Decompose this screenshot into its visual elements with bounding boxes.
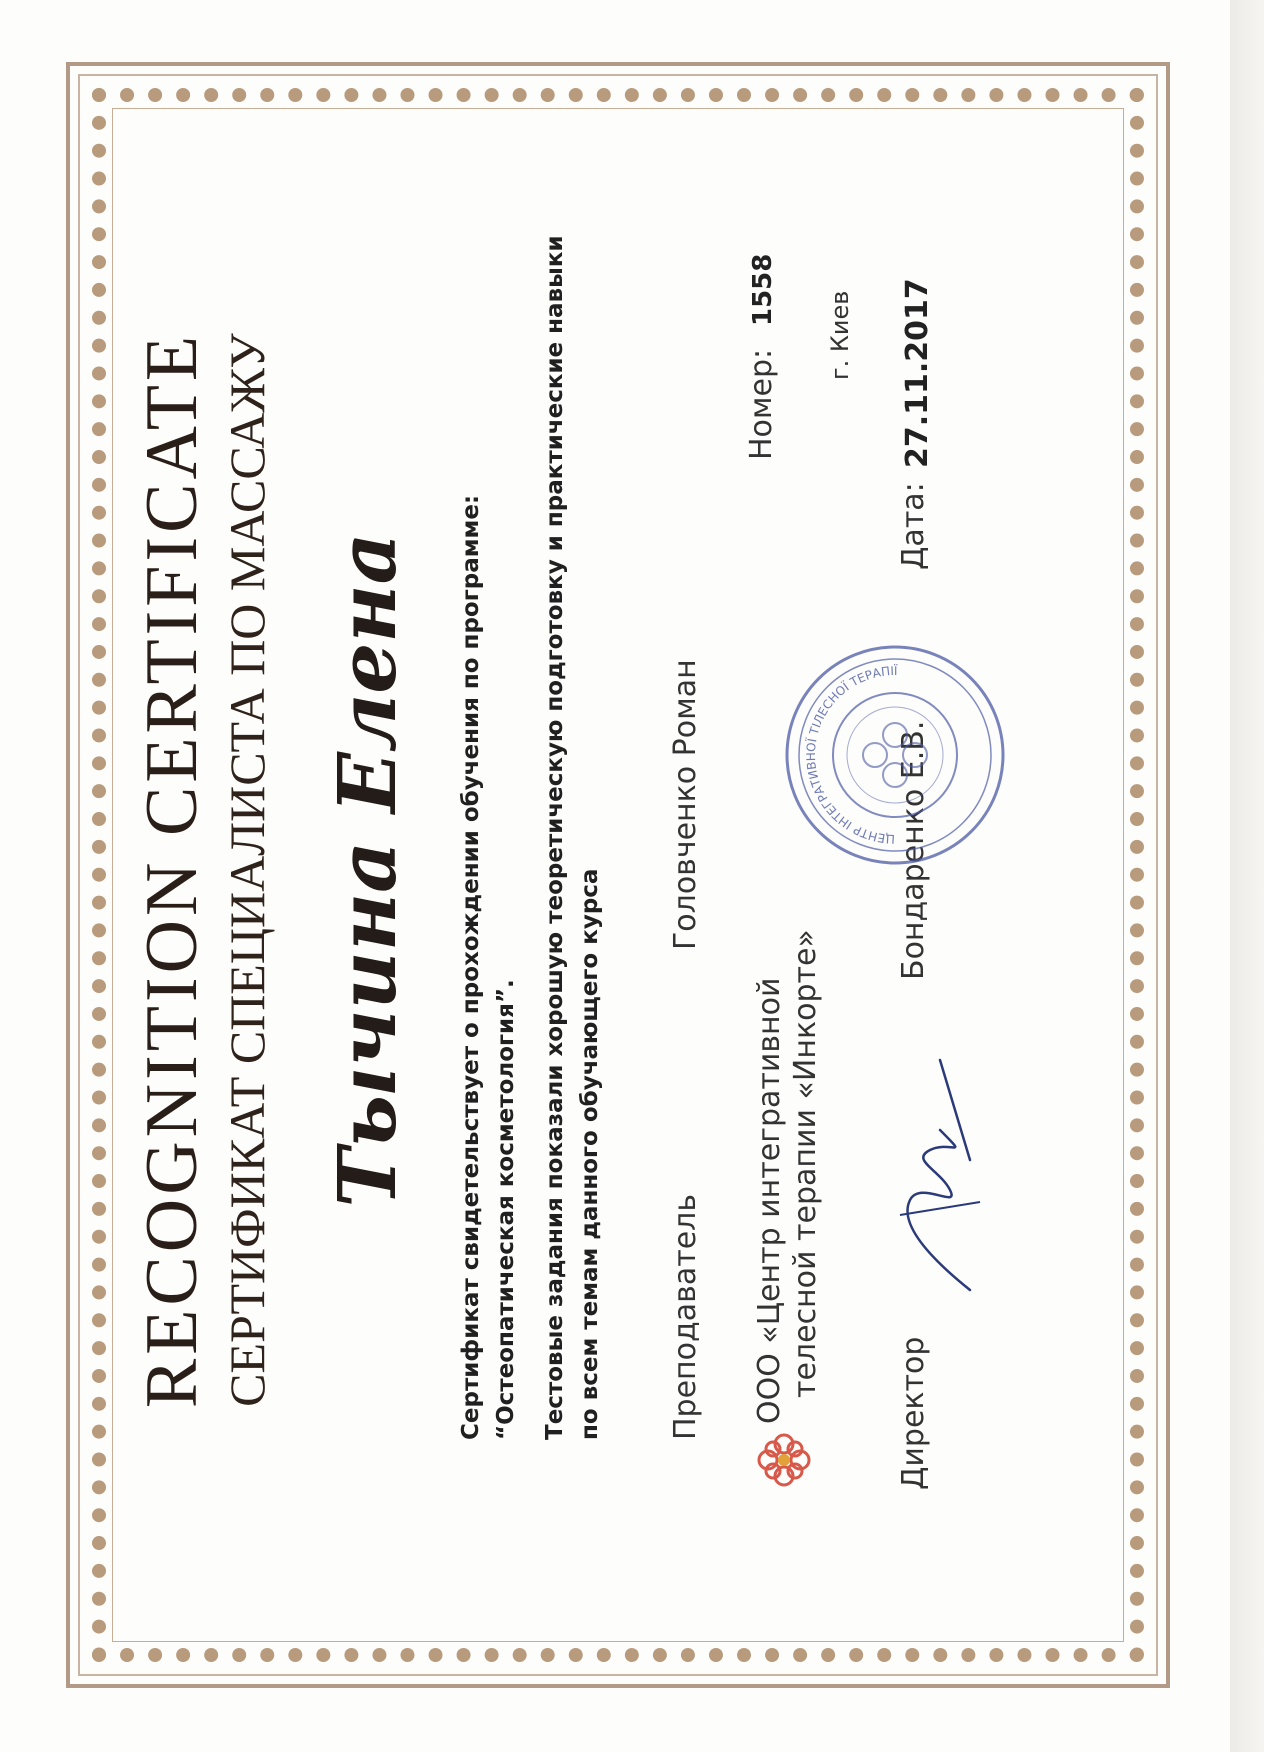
teacher-label: Преподаватель	[668, 1193, 703, 1440]
number-value: 1558	[748, 253, 778, 326]
city: г. Киев	[826, 290, 854, 380]
date-label: Дата:	[896, 482, 931, 570]
body-line-1: Сертификат свидетельствует о прохождении обучения по программе:	[458, 494, 484, 1440]
body-line-2: “Остеопатическая косметология”.	[493, 979, 519, 1440]
organization-line-1: ООО «Центр интегративной	[752, 977, 787, 1424]
director-name: Бондаренко Е.В.	[896, 720, 931, 980]
round-stamp-seal-icon	[780, 640, 1010, 870]
ornamental-flower-logo-icon	[754, 1430, 814, 1490]
paper-edge	[1230, 0, 1264, 1752]
title-english: RECOGNITION CERTIFICATE	[131, 331, 213, 1409]
body-line-4: по всем темам данного обучающего курса	[577, 868, 603, 1440]
number-label: Номер:	[744, 348, 779, 460]
organization-line-2: телесной терапии «Инкорте»	[788, 929, 823, 1398]
body-line-3: Тестовые задания показали хорошую теоретическую подготовку и практические навыки	[542, 235, 568, 1440]
recipient-name: Тычина Елена	[320, 532, 414, 1208]
date-value: 27.11.2017	[900, 278, 935, 468]
seal-text: ЦЕНТР ІНТЕГРАТИВНОЇ ТІЛЕСНОЇ ТЕРАПІЇ	[803, 663, 898, 847]
handwritten-signature-icon	[880, 1050, 990, 1310]
certificate-content	[131, 130, 1090, 1610]
teacher-name: Головченко Роман	[668, 659, 703, 950]
svg-text:ЦЕНТР ІНТЕГРАТИВНОЇ ТІЛЕСНОЇ Т	[804, 663, 898, 846]
title-russian: СЕРТИФИКАТ СПЕЦИАЛИСТА ПО МАССАЖУ	[219, 333, 275, 1407]
director-label: Директор	[896, 1336, 931, 1490]
